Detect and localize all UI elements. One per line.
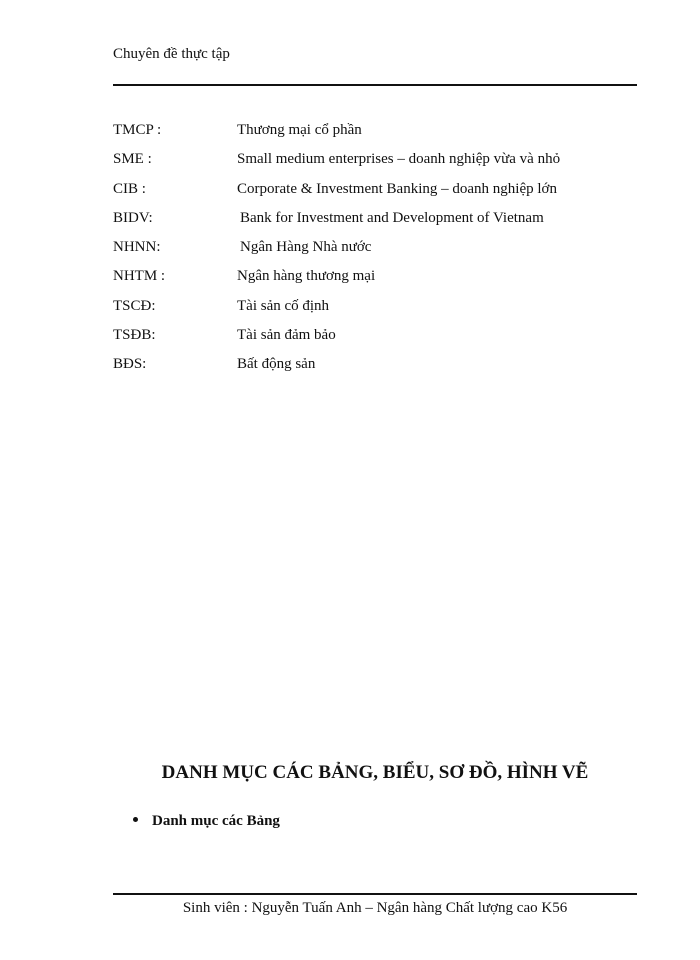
abbreviation-definition: Corporate & Investment Banking – doanh nghiệp lớn [237, 180, 557, 197]
abbreviation-term: BIDV: [113, 209, 153, 226]
abbreviation-list [113, 120, 637, 384]
abbreviation-row [113, 237, 637, 266]
abbreviation-definition: Thương mại cổ phần [237, 122, 362, 138]
abbreviation-definition: Bất động sản [237, 356, 316, 373]
header-divider [113, 84, 637, 86]
abbreviation-row [113, 179, 637, 208]
abbreviation-definition: Ngân Hàng Nhà nước [240, 239, 372, 256]
section-heading: DANH MỤC CÁC BẢNG, BIỂU, SƠ ĐỒ, HÌNH VẼ [161, 762, 589, 783]
abbreviation-row [113, 266, 637, 295]
bullet-list-item [133, 811, 280, 831]
page-footer-text: Sinh viên : Nguyễn Tuấn Anh – Ngân hàng Chất lượng cao K56 [182, 900, 568, 916]
abbreviation-definition: Small medium enterprises – doanh nghiệp vừa và nhỏ [237, 151, 561, 168]
abbreviation-term: NHNN: [113, 239, 161, 256]
footer-divider [113, 893, 637, 895]
abbreviation-row [113, 354, 637, 383]
abbreviation-definition: Tài sản cố định [237, 297, 330, 314]
abbreviation-row [113, 149, 637, 178]
abbreviation-term: SME : [113, 151, 152, 168]
abbreviation-term: CIB : [113, 180, 146, 197]
abbreviation-row [113, 120, 637, 149]
abbreviation-term: NHTM : [113, 268, 166, 285]
abbreviation-row [113, 296, 637, 325]
abbreviation-term: TSCĐ: [113, 297, 156, 314]
abbreviation-definition: Ngân hàng thương mại [237, 268, 376, 285]
abbreviation-term: TMCP : [113, 122, 162, 138]
abbreviation-row [113, 325, 637, 354]
abbreviation-definition: Bank for Investment and Development of Vietnam [240, 209, 544, 226]
bullet-icon [133, 817, 138, 822]
abbreviation-term: TSĐB: [113, 327, 156, 344]
abbreviation-term: BĐS: [113, 356, 147, 373]
abbreviation-row [113, 208, 637, 237]
page-header-title: Chuyên đề thực tập [113, 46, 230, 62]
bullet-label: Danh mục các Bảng [152, 813, 280, 829]
abbreviation-definition: Tài sản đảm bảo [237, 327, 336, 344]
